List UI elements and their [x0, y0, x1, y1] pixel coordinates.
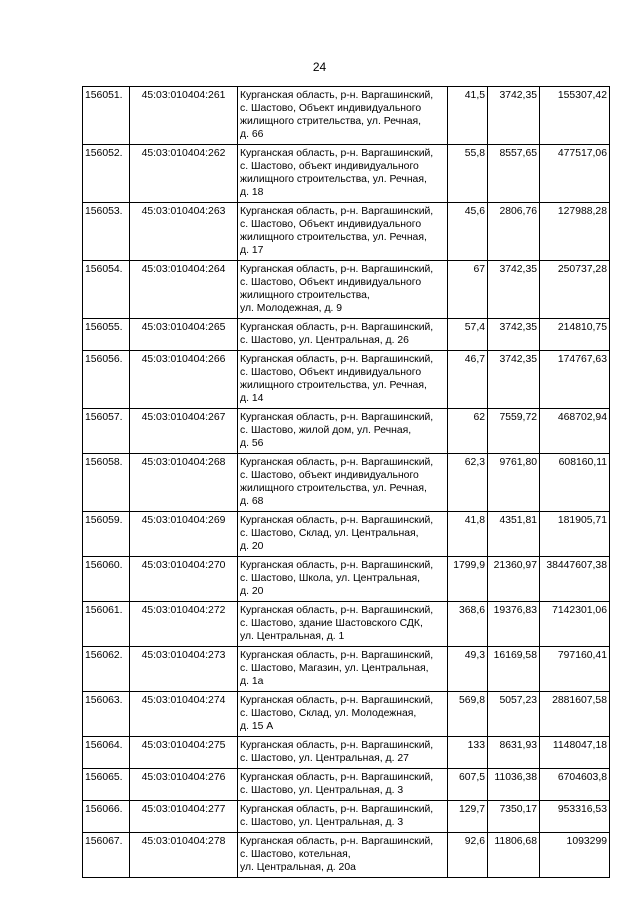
table-row [83, 409, 610, 454]
area-cell: 41,8 [448, 512, 488, 557]
address-line: с. Шастово, объект индивидуального [240, 470, 419, 481]
total-value-cell: 174767,63 [540, 351, 610, 409]
cadastral-number-cell: 45:03:010404:269 [130, 512, 238, 557]
unit-value-cell: 8631,93 [488, 737, 540, 769]
address-cell [238, 769, 448, 801]
address-line: д. 66 [240, 129, 264, 140]
unit-value-cell: 3742,35 [488, 87, 540, 145]
table-row [83, 512, 610, 557]
unit-value-cell: 7559,72 [488, 409, 540, 454]
cadastral-number-cell: 45:03:010404:277 [130, 801, 238, 833]
address-line: Курганская область, р-н. Варгашинский, [240, 772, 434, 783]
unit-value-cell: 2806,76 [488, 203, 540, 261]
row-number-cell: 156059. [83, 512, 130, 557]
address-line: д. 56 [240, 438, 264, 449]
address-line: Курганская область, р-н. Варгашинский, [240, 605, 434, 616]
cadastral-number-cell: 45:03:010404:265 [130, 319, 238, 351]
address-line: с. Шастово, Объект индивидуального [240, 103, 422, 114]
row-number-cell: 156058. [83, 454, 130, 512]
address-line: жилищного строительства, ул. Речная, [240, 232, 427, 243]
address-line: Курганская область, р-н. Варгашинский, [240, 515, 434, 526]
address-line: д. 14 [240, 393, 264, 404]
row-number-cell: 156064. [83, 737, 130, 769]
address-line: Курганская область, р-н. Варгашинский, [240, 90, 434, 101]
cadastral-number-cell: 45:03:010404:275 [130, 737, 238, 769]
table-row [83, 833, 610, 878]
address-line: Курганская область, р-н. Варгашинский, [240, 264, 434, 275]
address-line: Курганская область, р-н. Варгашинский, [240, 650, 434, 661]
table-row [83, 454, 610, 512]
unit-value-cell: 7350,17 [488, 801, 540, 833]
cadastral-number-cell: 45:03:010404:261 [130, 87, 238, 145]
address-line: ул. Центральная, д. 1 [240, 631, 345, 642]
address-cell [238, 454, 448, 512]
table-row [83, 769, 610, 801]
address-line: жилищного строительства, ул. Речная, [240, 174, 427, 185]
row-number-cell: 156056. [83, 351, 130, 409]
address-line: жилищного строительства, [240, 290, 370, 301]
total-value-cell: 953316,53 [540, 801, 610, 833]
address-line: Курганская область, р-н. Варгашинский, [240, 148, 434, 159]
address-line: Курганская область, р-н. Варгашинский, [240, 804, 434, 815]
table-row [83, 557, 610, 602]
row-number-cell: 156065. [83, 769, 130, 801]
total-value-cell: 1148047,18 [540, 737, 610, 769]
row-number-cell: 156063. [83, 692, 130, 737]
cadastral-number-cell: 45:03:010404:263 [130, 203, 238, 261]
table-row [83, 261, 610, 319]
unit-value-cell: 11036,38 [488, 769, 540, 801]
total-value-cell: 181905,71 [540, 512, 610, 557]
area-cell: 49,3 [448, 647, 488, 692]
total-value-cell: 468702,94 [540, 409, 610, 454]
address-line: Курганская область, р-н. Варгашинский, [240, 740, 434, 751]
total-value-cell: 214810,75 [540, 319, 610, 351]
address-line: с. Шастово, Склад, ул. Молодежная, [240, 708, 417, 719]
table-row [83, 319, 610, 351]
cadastral-number-cell: 45:03:010404:278 [130, 833, 238, 878]
address-cell [238, 602, 448, 647]
address-line: д. 1а [240, 676, 264, 687]
area-cell: 41,5 [448, 87, 488, 145]
address-line: д. 20 [240, 541, 264, 552]
row-number-cell: 156060. [83, 557, 130, 602]
unit-value-cell: 3742,35 [488, 319, 540, 351]
address-line: д. 18 [240, 187, 264, 198]
address-cell [238, 512, 448, 557]
unit-value-cell: 4351,81 [488, 512, 540, 557]
address-line: д. 17 [240, 245, 264, 256]
address-cell [238, 833, 448, 878]
area-cell: 55,8 [448, 145, 488, 203]
row-number-cell: 156054. [83, 261, 130, 319]
table-row [83, 737, 610, 769]
address-line: жилищного строительства, ул. Речная, [240, 483, 427, 494]
address-cell [238, 409, 448, 454]
unit-value-cell: 19376,83 [488, 602, 540, 647]
row-number-cell: 156051. [83, 87, 130, 145]
address-line: Курганская область, р-н. Варгашинский, [240, 457, 434, 468]
property-registry-table [82, 86, 610, 878]
address-line: д. 20 [240, 586, 264, 597]
row-number-cell: 156055. [83, 319, 130, 351]
address-cell [238, 319, 448, 351]
address-line: Курганская область, р-н. Варгашинский, [240, 322, 434, 333]
address-line: Курганская область, р-н. Варгашинский, [240, 836, 434, 847]
cadastral-number-cell: 45:03:010404:273 [130, 647, 238, 692]
total-value-cell: 6704603,8 [540, 769, 610, 801]
row-number-cell: 156062. [83, 647, 130, 692]
page-number: 24 [312, 60, 327, 74]
row-number-cell: 156061. [83, 602, 130, 647]
total-value-cell: 250737,28 [540, 261, 610, 319]
row-number-cell: 156053. [83, 203, 130, 261]
address-line: Курганская область, р-н. Варгашинский, [240, 560, 434, 571]
address-line: с. Шастово, Магазин, ул. Центральная, [240, 663, 429, 674]
address-line: жилищного строительства, ул. Речная, [240, 380, 427, 391]
total-value-cell: 2881607,58 [540, 692, 610, 737]
cadastral-number-cell: 45:03:010404:276 [130, 769, 238, 801]
cadastral-number-cell: 45:03:010404:264 [130, 261, 238, 319]
cadastral-number-cell: 45:03:010404:262 [130, 145, 238, 203]
cadastral-number-cell: 45:03:010404:274 [130, 692, 238, 737]
address-line: с. Шастово, Склад, ул. Центральная, [240, 528, 419, 539]
total-value-cell: 127988,28 [540, 203, 610, 261]
address-line: с. Шастово, котельная, [240, 849, 351, 860]
table-row [83, 87, 610, 145]
address-line: д. 68 [240, 496, 264, 507]
area-cell: 133 [448, 737, 488, 769]
total-value-cell: 38447607,38 [540, 557, 610, 602]
area-cell: 607,5 [448, 769, 488, 801]
address-line: ул. Молодежная, д. 9 [240, 303, 343, 314]
row-number-cell: 156052. [83, 145, 130, 203]
address-line: с. Шастово, ул. Центральная, д. 3 [240, 785, 404, 796]
address-line: Курганская область, р-н. Варгашинский, [240, 412, 434, 423]
total-value-cell: 155307,42 [540, 87, 610, 145]
table-row [83, 203, 610, 261]
cadastral-number-cell: 45:03:010404:267 [130, 409, 238, 454]
unit-value-cell: 3742,35 [488, 351, 540, 409]
address-cell [238, 261, 448, 319]
address-cell [238, 557, 448, 602]
address-line: с. Шастово, ул. Центральная, д. 26 [240, 335, 409, 346]
table-row [83, 647, 610, 692]
unit-value-cell: 8557,65 [488, 145, 540, 203]
address-cell [238, 351, 448, 409]
total-value-cell: 477517,06 [540, 145, 610, 203]
unit-value-cell: 21360,97 [488, 557, 540, 602]
row-number-cell: 156066. [83, 801, 130, 833]
area-cell: 129,7 [448, 801, 488, 833]
address-line: с. Шастово, ул. Центральная, д. 27 [240, 753, 409, 764]
address-line: с. Шастово, здание Шастовского СДК, [240, 618, 423, 629]
address-cell [238, 647, 448, 692]
cadastral-number-cell: 45:03:010404:270 [130, 557, 238, 602]
address-line: Курганская область, р-н. Варгашинский, [240, 695, 434, 706]
table-row [83, 602, 610, 647]
table-row [83, 692, 610, 737]
area-cell: 569,8 [448, 692, 488, 737]
address-line: с. Шастово, ул. Центральная, д. 3 [240, 817, 404, 828]
total-value-cell: 608160,11 [540, 454, 610, 512]
area-cell: 62,3 [448, 454, 488, 512]
address-line: с. Шастово, жилой дом, ул. Речная, [240, 425, 412, 436]
unit-value-cell: 3742,35 [488, 261, 540, 319]
unit-value-cell: 16169,58 [488, 647, 540, 692]
address-cell [238, 737, 448, 769]
address-line: д. 15 А [240, 721, 274, 732]
address-line: ул. Центральная, д. 20а [240, 862, 356, 873]
table-row [83, 801, 610, 833]
total-value-cell: 7142301,06 [540, 602, 610, 647]
address-cell [238, 87, 448, 145]
table-row [83, 145, 610, 203]
address-line: с. Шастово, Школа, ул. Центральная, [240, 573, 421, 584]
address-cell [238, 801, 448, 833]
address-line: с. Шастово, Объект индивидуального [240, 219, 422, 230]
address-cell [238, 145, 448, 203]
address-line: Курганская область, р-н. Варгашинский, [240, 206, 434, 217]
unit-value-cell: 9761,80 [488, 454, 540, 512]
total-value-cell: 1093299 [540, 833, 610, 878]
total-value-cell: 797160,41 [540, 647, 610, 692]
address-line: Курганская область, р-н. Варгашинский, [240, 354, 434, 365]
address-cell [238, 203, 448, 261]
area-cell: 92,6 [448, 833, 488, 878]
area-cell: 57,4 [448, 319, 488, 351]
row-number-cell: 156067. [83, 833, 130, 878]
row-number-cell: 156057. [83, 409, 130, 454]
cadastral-number-cell: 45:03:010404:268 [130, 454, 238, 512]
address-line: с. Шастово, Объект индивидуального [240, 367, 422, 378]
cadastral-number-cell: 45:03:010404:266 [130, 351, 238, 409]
unit-value-cell: 5057,23 [488, 692, 540, 737]
registry-table-body [83, 87, 610, 878]
area-cell: 1799,9 [448, 557, 488, 602]
table-row [83, 351, 610, 409]
area-cell: 67 [448, 261, 488, 319]
area-cell: 45,6 [448, 203, 488, 261]
area-cell: 368,6 [448, 602, 488, 647]
address-line: с. Шастово, объект индивидуального [240, 161, 419, 172]
cadastral-number-cell: 45:03:010404:272 [130, 602, 238, 647]
area-cell: 46,7 [448, 351, 488, 409]
address-line: жилищного стрительства, ул. Речная, [240, 116, 422, 127]
address-cell [238, 692, 448, 737]
address-line: с. Шастово, Объект индивидуального [240, 277, 422, 288]
area-cell: 62 [448, 409, 488, 454]
unit-value-cell: 11806,68 [488, 833, 540, 878]
